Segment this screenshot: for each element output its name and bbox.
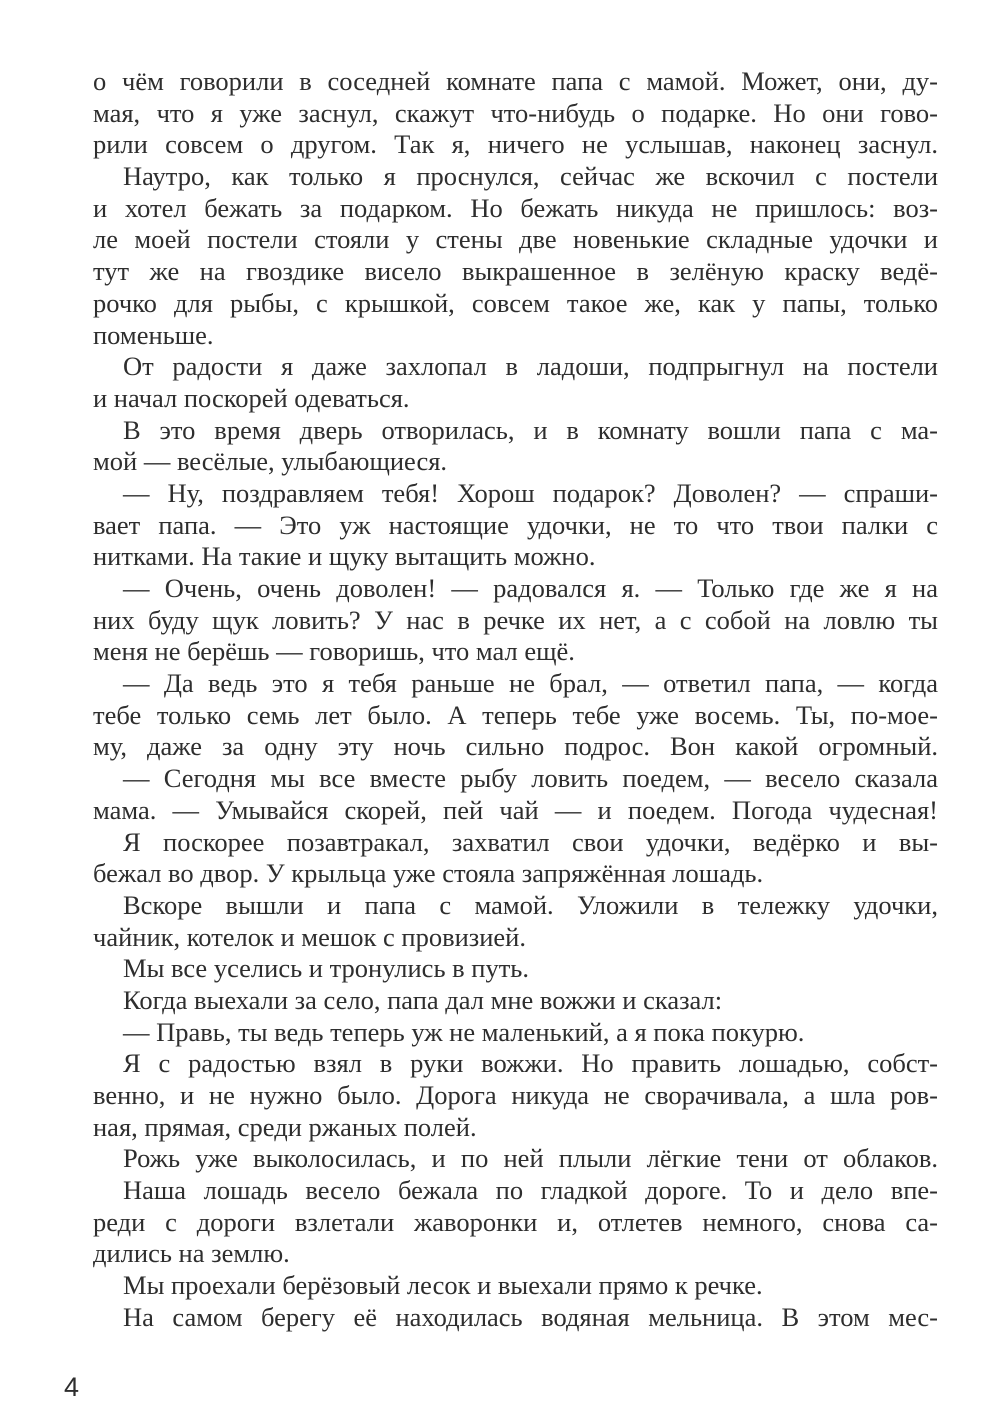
text-line: — Очень, очень доволен! — радовался я. — Только где же я на — [123, 573, 938, 603]
text-line: них буду щук ловить? У нас в речке их нет, а с собой на ловлю ты — [93, 604, 938, 635]
text-line: Мы все уселись и тронулись в путь. — [123, 953, 530, 984]
text-line: ле моей постели стояли у стены две новенькие складные удочки и — [93, 224, 938, 255]
text-line: и хотел бежать за подарком. Но бежать никуда не пришлось: воз- — [93, 192, 938, 223]
text-line: мая, что я уже заснул, скажут что-нибудь о подарке. Но они гово- — [93, 97, 938, 128]
text-line: — Сегодня мы все вместе рыбу ловить поедем, — весело сказала — [123, 763, 938, 794]
text-line: Я поскорее позавтракал, захватил свои удочки, ведёрко и вы- — [123, 826, 938, 857]
text-line: Когда выехали за село, папа дал мне вожжи и сказал: — [123, 984, 723, 1015]
text-line: о чём говорили в соседней комнате папа с мамой. Может, они, ду- — [93, 66, 938, 96]
text-line: — Ну, поздравляем тебя! Хорош подарок? Доволен? — спраши- — [123, 477, 938, 508]
text-line: тут же на гвоздике висело выкрашенное в зелёную краску ведё- — [93, 256, 938, 287]
text-line: мама. — Умывайся скорей, пей чай — и поедем. Погода чудесная! — [93, 794, 938, 825]
text-line: Мы проехали берёзовый лесок и выехали прямо к речке. — [123, 1270, 763, 1301]
text-line: тебе только семь лет было. А теперь тебе уже восемь. Ты, по-мое- — [93, 699, 938, 730]
text-line: В это время дверь отворилась, и в комнату вошли папа с ма- — [123, 414, 938, 445]
text-line: — Правь, ты ведь теперь уж не маленький, а я пока покурю. — [123, 1016, 805, 1047]
text-line: Я с радостью взял в руки вожжи. Но править лошадью, собст- — [123, 1048, 938, 1079]
text-line: ная, прямая, среди ржаных полей. — [93, 1111, 477, 1142]
text-line: рили совсем о другом. Так я, ничего не услышав, наконец заснул. — [93, 129, 938, 160]
text-line: венно, и не нужно было. Дорога никуда не сворачивала, а шла ров- — [93, 1080, 938, 1110]
text-line: бежал во двор. У крыльца уже стояла запряжённая лошадь. — [93, 858, 764, 889]
text-line: На самом берегу её находилась водяная мельница. В этом мес- — [123, 1301, 938, 1332]
text-line: чайник, котелок и мешок с провизией. — [93, 921, 526, 952]
text-line: му, даже за одну эту ночь сильно подрос. Вон какой огромный. — [93, 731, 938, 762]
text-line: рочко для рыбы, с крышкой, совсем такое же, как у папы, только — [93, 287, 938, 318]
text-line: Наша лошадь весело бежала по гладкой дороге. То и дело впе- — [123, 1175, 938, 1206]
text-line: и начал поскорей одеваться. — [93, 382, 410, 413]
text-line: Наутро, как только я проснулся, сейчас же вскочил с постели — [123, 161, 938, 192]
text-line: поменьше. — [93, 319, 214, 350]
text-line: нитками. На такие и щуку вытащить можно. — [93, 541, 596, 572]
body-text — [93, 66, 938, 1334]
text-line: Рожь уже выколосилась, и по ней плыли лёгкие тени от облаков. — [123, 1143, 938, 1174]
text-line: реди с дороги взлетали жаворонки и, отлетев немного, снова са- — [93, 1206, 938, 1237]
text-line: — Да ведь это я тебя раньше не брал, — ответил папа, — когда — [123, 668, 938, 699]
text-line: Вскоре вышли и папа с мамой. Уложили в тележку удочки, — [123, 889, 938, 920]
page-number: 4 — [64, 1372, 80, 1402]
text-line: вает папа. — Это уж настоящие удочки, не то что твои палки с — [93, 509, 938, 540]
text-line: меня не берёшь — говоришь, что мал ещё. — [93, 636, 575, 667]
text-line: От радости я даже захлопал в ладоши, подпрыгнул на постели — [123, 351, 938, 382]
text-line: мой — весёлые, улыбающиеся. — [93, 446, 448, 477]
text-line: дились на землю. — [93, 1238, 290, 1269]
